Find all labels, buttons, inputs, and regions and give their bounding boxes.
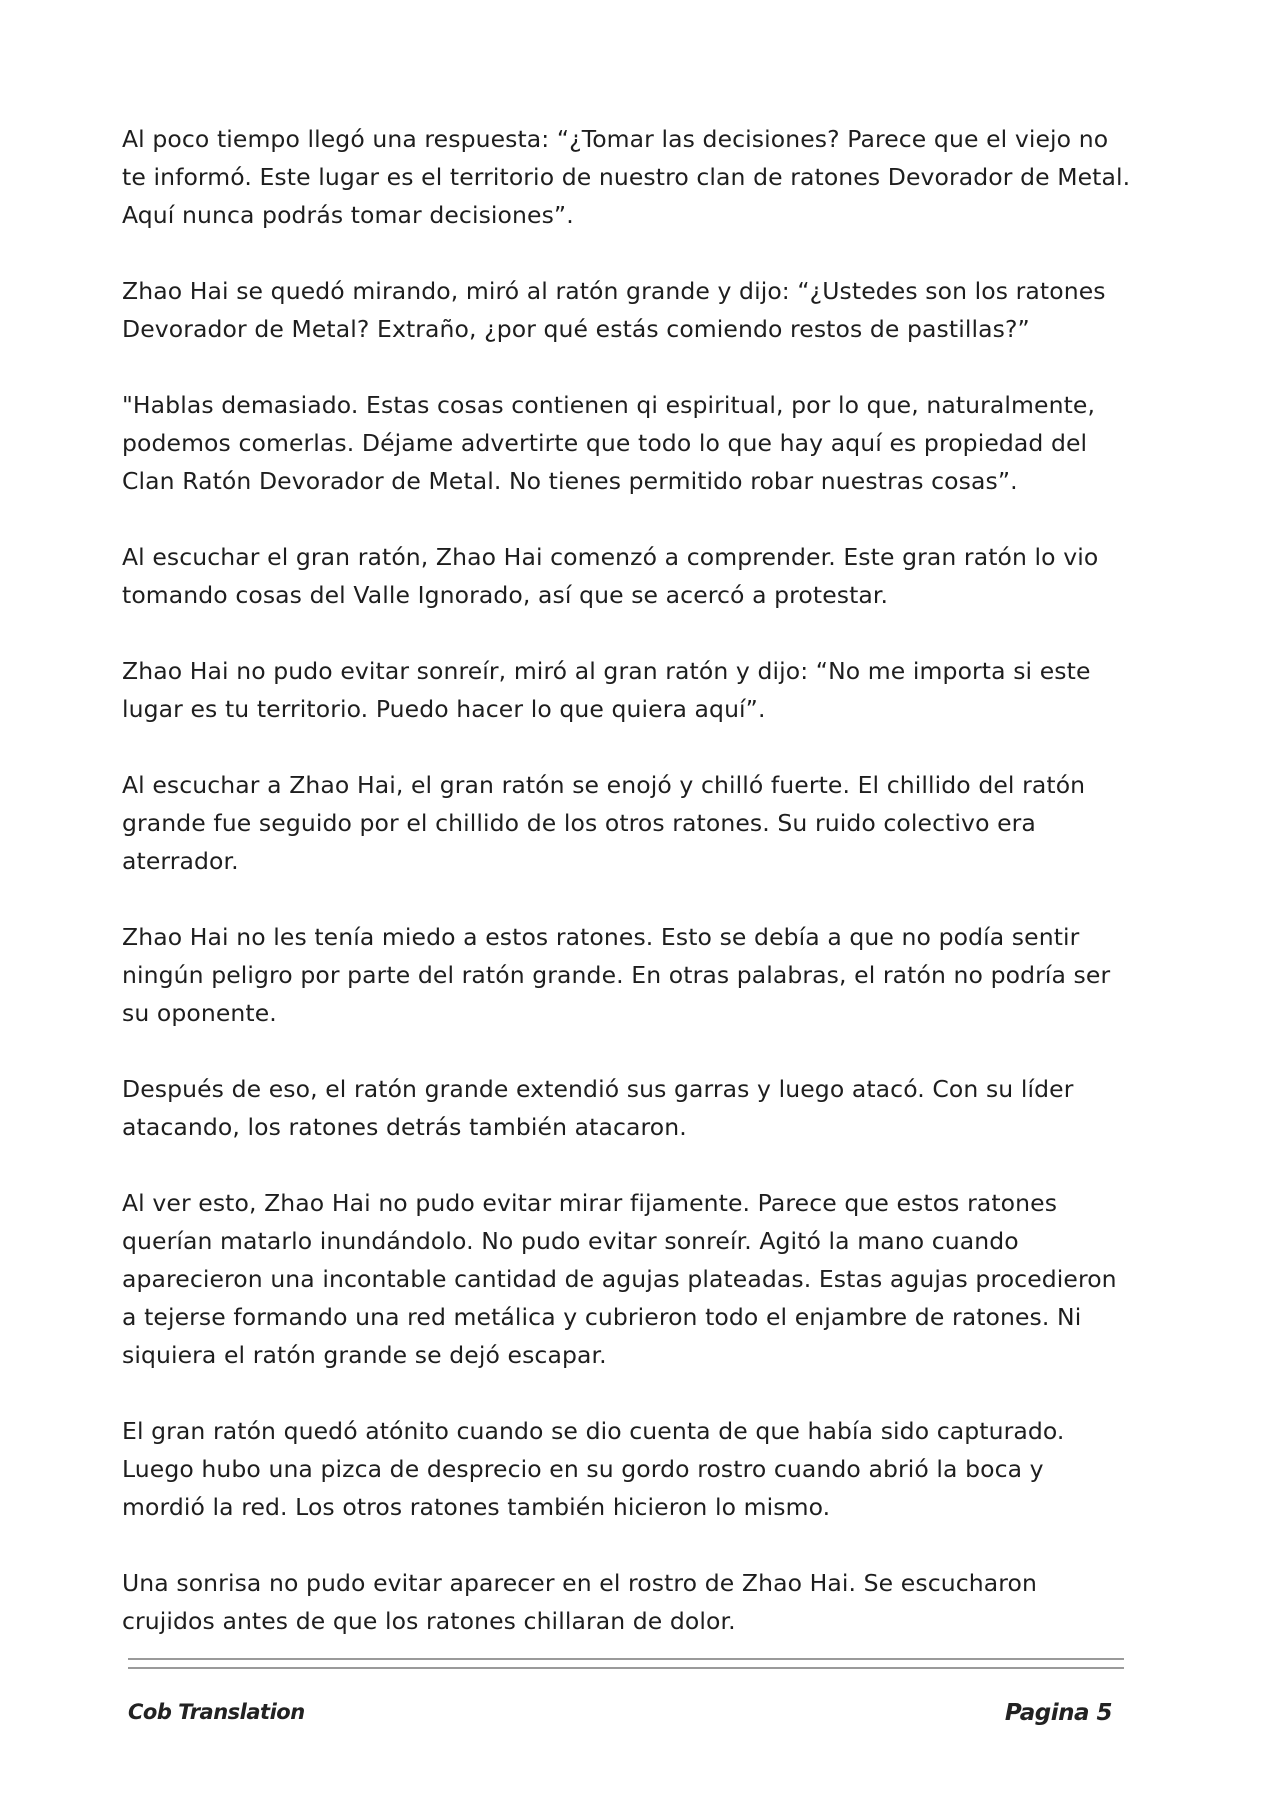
footer-divider [128, 1667, 1124, 1669]
paragraph: Después de eso, el ratón grande extendió sus garras y luego atacó. Con su líder atacando, los ratones detrás también atacaron. [122, 1075, 1074, 1141]
paragraph: Al escuchar a Zhao Hai, el gran ratón se enojó y chilló fuerte. El chillido del ratón grande fue seguido por el chillido de los otros ratones. Su ruido colectivo era aterrador. [122, 771, 1086, 875]
paragraph: El gran ratón quedó atónito cuando se dio cuenta de que había sido capturado. Luego hubo una pizca de desprecio en su gordo rostro cuando abrió la boca y mordió la red. Los otros ratones también hicieron lo mismo. [122, 1417, 1065, 1521]
footer-divider [128, 1658, 1124, 1660]
paragraph: Al ver esto, Zhao Hai no pudo evitar mirar fijamente. Parece que estos ratones querían matarlo inundándolo. No pudo evitar sonreír. Agitó la mano cuando aparecieron una incontable cantidad de agujas plateadas. Estas agujas procedieron a tejerse formando una red metálica y cubrieron todo el enjambre de ratones. Ni siquiera el ratón grande se dejó escapar. [122, 1189, 1117, 1369]
footer-page-number: Pagina 5 [1004, 1700, 1112, 1726]
body-text [122, 120, 1132, 1678]
paragraph: Al escuchar el gran ratón, Zhao Hai comenzó a comprender. Este gran ratón lo vio tomando cosas del Valle Ignorado, así que se acercó a protestar. [122, 543, 1099, 609]
paragraph: Zhao Hai no pudo evitar sonreír, miró al gran ratón y dijo: “No me importa si este lugar es tu territorio. Puedo hacer lo que quiera aquí”. [122, 657, 1091, 723]
paragraph: Zhao Hai no les tenía miedo a estos ratones. Esto se debía a que no podía sentir ningún peligro por parte del ratón grande. En otras palabras, el ratón no podría ser su oponente. [122, 923, 1111, 1027]
paragraph: "Hablas demasiado. Estas cosas contienen qi espiritual, por lo que, naturalmente, podemos comerlas. Déjame advertirte que todo lo que hay aquí es propiedad del Clan Ratón Devorador de Metal. No tienes permitido robar nuestras cosas”. [122, 391, 1096, 495]
paragraph: Al poco tiempo llegó una respuesta: “¿Tomar las decisiones? Parece que el viejo no te informó. Este lugar es el territorio de nuestro clan de ratones Devorador de Metal. Aquí nunca podrás tomar decisiones”. [122, 125, 1131, 229]
paragraph: Zhao Hai se quedó mirando, miró al ratón grande y dijo: “¿Ustedes son los ratones Devorador de Metal? Extraño, ¿por qué estás comiendo restos de pastillas?” [122, 277, 1106, 343]
footer-translator-label: Cob Translation [128, 1700, 305, 1724]
paragraph: Una sonrisa no pudo evitar aparecer en el rostro de Zhao Hai. Se escucharon crujidos antes de que los ratones chillaran de dolor. [122, 1569, 1037, 1635]
